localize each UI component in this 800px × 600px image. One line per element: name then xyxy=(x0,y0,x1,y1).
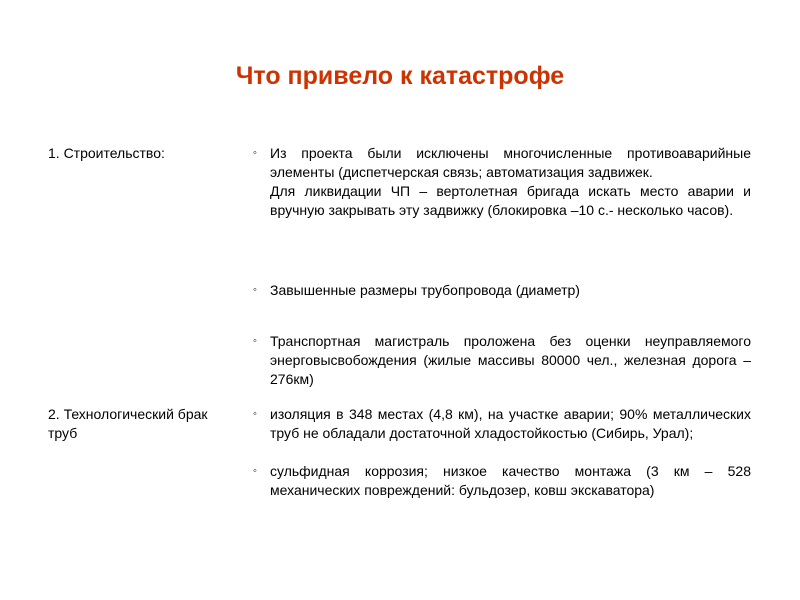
bullet-paragraph: изоляция в 348 местах (4,8 км), на участке аварии; 90% металлических труб не обладали достаточной хладостойкостью (Сибирь, Урал); xyxy=(270,406,751,441)
section-label-construction: 1. Строительство: xyxy=(48,145,165,161)
bullet-text xyxy=(270,281,751,300)
bullet-paragraph: Из проекта были исключены многочисленные противоаварийные элементы (диспетчерская связь; автоматизация задвижек. xyxy=(270,145,751,180)
bullet-icon: ◦ xyxy=(253,147,257,159)
bullet-item xyxy=(253,281,751,300)
bullet-icon: ◦ xyxy=(253,465,257,477)
bullet-text xyxy=(270,332,751,389)
bullet-paragraph: Завышенные размеры трубопровода (диаметр) xyxy=(270,282,580,298)
bullet-text xyxy=(270,462,751,500)
bullet-icon: ◦ xyxy=(253,335,257,347)
bullet-text xyxy=(270,405,751,443)
bullet-text xyxy=(270,144,751,220)
bullet-icon: ◦ xyxy=(253,408,257,420)
bullet-item xyxy=(253,332,751,389)
bullet-paragraph: Транспортная магистраль проложена без оценки неуправляемого энерговысвобождения (жилые массивы 80000 чел., железная дорога –276км) xyxy=(270,333,751,387)
slide-title: Что привело к катастрофе xyxy=(235,62,565,90)
bullet-item xyxy=(253,144,751,220)
bullet-item xyxy=(253,405,751,443)
bullet-paragraph: Для ликвидации ЧП – вертолетная бригада искать место аварии и вручную закрывать эту задвижку (блокировка –10 с.- несколько часов). xyxy=(270,183,751,218)
bullet-paragraph: сульфидная коррозия; низкое качество монтажа (3 км – 528 механических повреждений: бульдозер, ковш экскаватора) xyxy=(270,463,751,498)
bullet-icon: ◦ xyxy=(253,284,257,296)
bullet-item xyxy=(253,462,751,500)
section-label-pipe-defects: 2. Технологический брак труб xyxy=(48,406,208,441)
